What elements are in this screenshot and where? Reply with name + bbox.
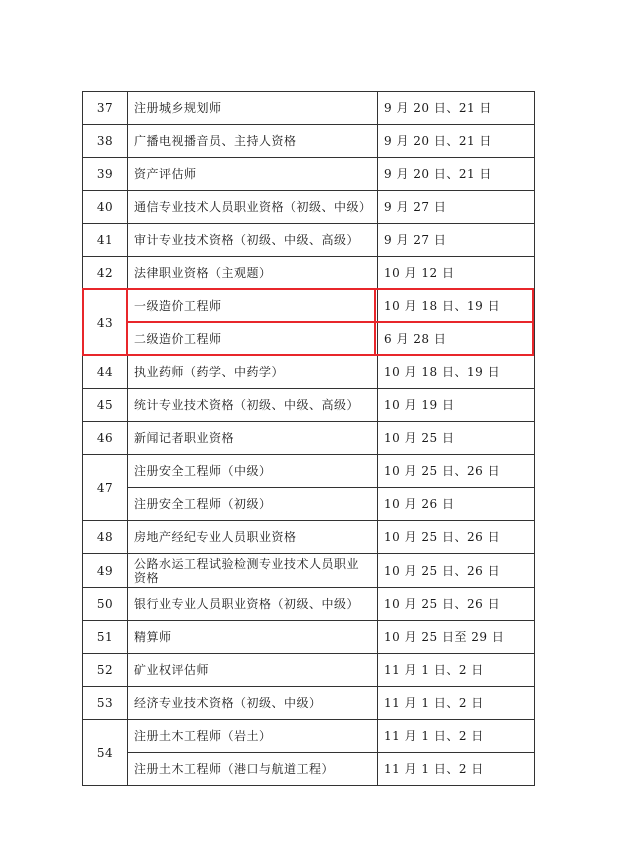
exam-name: 房地产经纪专业人员职业资格 xyxy=(128,521,378,554)
table-row xyxy=(83,621,535,654)
exam-name: 银行业专业人员职业资格（初级、中级） xyxy=(128,588,378,621)
exam-name: 法律职业资格（主观题） xyxy=(128,257,378,290)
exam-date: 11 月 1 日、2 日 xyxy=(378,687,535,720)
exam-name: 二级造价工程师 xyxy=(128,323,378,356)
row-number: 40 xyxy=(83,191,128,224)
exam-name: 公路水运工程试验检测专业技术人员职业资格 xyxy=(128,554,378,588)
exam-name: 注册安全工程师（中级） xyxy=(128,455,378,488)
exam-date: 10 月 25 日 xyxy=(378,422,535,455)
row-number: 51 xyxy=(83,621,128,654)
row-number: 38 xyxy=(83,125,128,158)
exam-date: 10 月 18 日、19 日 xyxy=(378,356,535,389)
exam-date: 10 月 25 日、26 日 xyxy=(378,554,535,588)
row-number: 44 xyxy=(83,356,128,389)
row-number: 54 xyxy=(83,720,128,786)
table-row xyxy=(83,687,535,720)
exam-name: 注册城乡规划师 xyxy=(128,92,378,125)
exam-name: 执业药师（药学、中药学） xyxy=(128,356,378,389)
exam-date: 6 月 28 日 xyxy=(378,323,535,356)
table-row xyxy=(83,224,535,257)
row-number: 50 xyxy=(83,588,128,621)
row-number: 52 xyxy=(83,654,128,687)
exam-name: 新闻记者职业资格 xyxy=(128,422,378,455)
exam-name: 精算师 xyxy=(128,621,378,654)
exam-name: 通信专业技术人员职业资格（初级、中级） xyxy=(128,191,378,224)
exam-date: 9 月 20 日、21 日 xyxy=(378,158,535,191)
exam-date: 9 月 20 日、21 日 xyxy=(378,92,535,125)
table-row xyxy=(83,389,535,422)
row-number: 49 xyxy=(83,554,128,588)
exam-name: 资产评估师 xyxy=(128,158,378,191)
table-row xyxy=(83,720,535,753)
table-row xyxy=(83,422,535,455)
row-number: 47 xyxy=(83,455,128,521)
exam-schedule-table xyxy=(82,91,535,786)
exam-name: 矿业权评估师 xyxy=(128,654,378,687)
table-row xyxy=(83,654,535,687)
exam-date: 10 月 25 日、26 日 xyxy=(378,455,535,488)
table-row xyxy=(83,356,535,389)
exam-date: 10 月 25 日至 29 日 xyxy=(378,621,535,654)
row-number: 37 xyxy=(83,92,128,125)
table-row xyxy=(83,257,535,290)
row-number: 48 xyxy=(83,521,128,554)
exam-date: 9 月 27 日 xyxy=(378,191,535,224)
exam-date: 11 月 1 日、2 日 xyxy=(378,720,535,753)
exam-name: 广播电视播音员、主持人资格 xyxy=(128,125,378,158)
exam-date: 10 月 18 日、19 日 xyxy=(378,290,535,323)
table-row xyxy=(83,290,535,323)
table-row xyxy=(83,191,535,224)
table-row xyxy=(83,125,535,158)
row-number: 42 xyxy=(83,257,128,290)
row-number: 41 xyxy=(83,224,128,257)
exam-name: 统计专业技术资格（初级、中级、高级） xyxy=(128,389,378,422)
table-row xyxy=(83,521,535,554)
exam-date: 11 月 1 日、2 日 xyxy=(378,654,535,687)
table-row xyxy=(83,323,535,356)
exam-date: 9 月 20 日、21 日 xyxy=(378,125,535,158)
row-number: 53 xyxy=(83,687,128,720)
exam-date: 10 月 25 日、26 日 xyxy=(378,588,535,621)
table-row xyxy=(83,455,535,488)
exam-date: 11 月 1 日、2 日 xyxy=(378,753,535,786)
exam-name: 注册土木工程师（岩土） xyxy=(128,720,378,753)
table-row xyxy=(83,488,535,521)
exam-name: 审计专业技术资格（初级、中级、高级） xyxy=(128,224,378,257)
table-row xyxy=(83,753,535,786)
table-row xyxy=(83,588,535,621)
exam-name: 经济专业技术资格（初级、中级） xyxy=(128,687,378,720)
exam-date: 10 月 12 日 xyxy=(378,257,535,290)
exam-name: 注册土木工程师（港口与航道工程） xyxy=(128,753,378,786)
exam-date: 10 月 25 日、26 日 xyxy=(378,521,535,554)
exam-date: 10 月 26 日 xyxy=(378,488,535,521)
table-row xyxy=(83,158,535,191)
row-number: 39 xyxy=(83,158,128,191)
exam-name: 一级造价工程师 xyxy=(128,290,378,323)
table-row xyxy=(83,92,535,125)
row-number: 45 xyxy=(83,389,128,422)
row-number: 46 xyxy=(83,422,128,455)
table-row xyxy=(83,554,535,588)
exam-name: 注册安全工程师（初级） xyxy=(128,488,378,521)
exam-date: 9 月 27 日 xyxy=(378,224,535,257)
row-number: 43 xyxy=(83,290,128,356)
exam-date: 10 月 19 日 xyxy=(378,389,535,422)
